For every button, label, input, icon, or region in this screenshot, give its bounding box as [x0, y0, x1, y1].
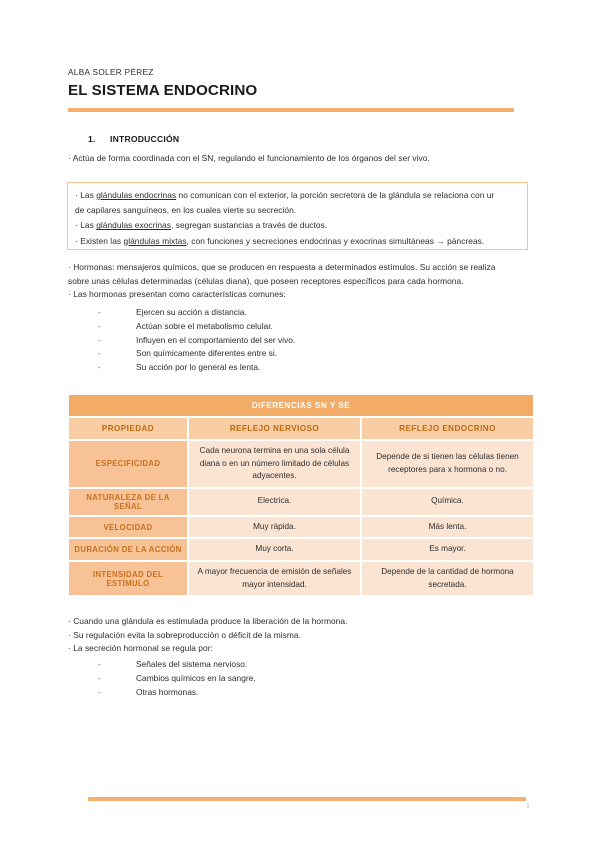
bottom-paragraph — [68, 615, 488, 656]
dash-bullet-icon: - — [98, 348, 101, 359]
caracteristica-item-label: Influyen en el comportamiento del ser vivo. — [136, 334, 296, 345]
callout-line-3: · Las glándulas exocrinas, segregan sustancias a través de ductos. — [75, 220, 328, 231]
title-accent-rule — [68, 108, 514, 112]
regulacion-list — [98, 658, 438, 699]
table-title: DIFERENCIAS SN Y SE — [69, 395, 533, 416]
caracteristica-item — [98, 361, 458, 375]
column-header-reflejo-nervioso: REFLEJO NERVIOSO — [189, 418, 360, 439]
table-row — [69, 539, 533, 560]
dash-bullet-icon: - — [98, 686, 101, 697]
author-name: ALBA SOLER PÉREZ — [68, 68, 154, 77]
table-cell-property: NATURALEZA DE LA SEÑAL — [69, 489, 187, 515]
table-cell-endocrino: Química. — [362, 489, 533, 515]
table-cell-endocrino: Depende de si tienen las células tienen receptores para x hormona o no. — [362, 441, 533, 487]
dash-bullet-icon: - — [98, 659, 101, 669]
section-heading-label: INTRODUCCIÓN — [110, 134, 180, 144]
table-row — [69, 517, 533, 538]
column-header-reflejo-endocrino: REFLEJO ENDOCRINO — [362, 418, 533, 439]
hormonas-line-2: sobre unas células determinadas (células diana), que poseen receptores específicos para cada hormona. — [68, 275, 464, 286]
caracteristica-item — [98, 306, 458, 320]
intro-paragraph — [68, 152, 538, 166]
caracteristica-item-label: Ejercen su acción a distancia. — [136, 307, 247, 317]
caracteristica-item-label: Su acción por lo general es lenta. — [136, 362, 261, 373]
table-row — [69, 562, 533, 595]
dash-bullet-icon: - — [98, 320, 101, 331]
caracteristicas-list — [98, 306, 458, 375]
caracteristica-item — [98, 347, 458, 361]
table-cell-endocrino: Depende de la cantidad de hormona secretada. — [362, 562, 533, 595]
page-title: EL SISTEMA ENDOCRINO — [68, 82, 258, 100]
regulacion-item — [98, 672, 438, 686]
dash-bullet-icon: - — [98, 672, 101, 683]
dash-bullet-icon: - — [98, 334, 101, 345]
table-cell-property: VELOCIDAD — [69, 517, 187, 538]
caracteristica-item — [98, 334, 458, 348]
bottom-line-2: · Su regulación evita la sobreproducción o déficit de la misma. — [68, 629, 301, 640]
table-row — [69, 441, 533, 487]
dash-bullet-icon: - — [98, 362, 101, 373]
table-cell-nervioso: A mayor frecuencia de emisión de señales mayor intensidad. — [189, 562, 360, 595]
callout-line-1: · Las glándulas endocrinas no comunican con el exterior, la porción secretora de la glándula se relaciona con ur — [75, 190, 495, 200]
intro-line: · Actúa de forma coordinada con el SN, regulando el funcionamiento de los órganos del ser vivo. — [68, 153, 430, 163]
caracteristica-item — [98, 320, 458, 334]
caracteristica-item-label: Actúan sobre el metabolismo celular. — [136, 320, 273, 331]
table-cell-endocrino: Más lenta. — [362, 517, 533, 538]
regulacion-item-label: Señales del sistema nervioso. — [136, 659, 248, 669]
hormonas-paragraph — [68, 261, 540, 302]
regulacion-item-label: Cambios químicos en la sangre. — [136, 672, 256, 683]
glands-callout-box — [67, 182, 528, 250]
table-cell-property: DURACIÓN DE LA ACCIÓN — [69, 539, 187, 560]
section-number: 1. — [88, 134, 96, 144]
callout-line-2: de capilares sanguíneos, en los cuales vierte su secreción. — [75, 205, 297, 216]
table-header-row — [69, 418, 533, 439]
section-heading — [88, 134, 179, 144]
table-cell-endocrino: Es mayor. — [362, 539, 533, 560]
document-header — [68, 68, 530, 112]
caracteristica-item-label: Son químicamente diferentes entre si. — [136, 348, 278, 359]
hormonas-line-1: · Hormonas: mensajeros químicos, que se producen en respuesta a determinados estímulos. Su acción se realiza — [68, 262, 496, 272]
table-cell-property: INTENSIDAD DEL ESTÍMULO — [69, 562, 187, 595]
table-cell-nervioso: Muy corta. — [189, 539, 360, 560]
table-cell-nervioso: Muy rápida. — [189, 517, 360, 538]
bottom-line-3: · La secreción hormonal se regula por: — [68, 643, 213, 654]
page-number: 1 — [526, 803, 530, 810]
hormonas-line-3: · Las hormonas presentan como características comunes: — [68, 289, 286, 300]
table-cell-nervioso: Cada neurona termina en una sola célula diana o en un número limitado de células adyacentes. — [189, 441, 360, 487]
bottom-line-1: · Cuando una glándula es estimulada produce la liberación de la hormona. — [68, 616, 348, 626]
comparison-table — [67, 393, 535, 597]
column-header-propiedad: PROPIEDAD — [69, 418, 187, 439]
table-title-row — [69, 395, 533, 416]
dash-bullet-icon: - — [98, 307, 101, 317]
regulacion-item — [98, 686, 438, 700]
table-cell-property: ESPECIFICIDAD — [69, 441, 187, 487]
footer-accent-rule — [88, 797, 526, 801]
table-row — [69, 489, 533, 515]
regulacion-item — [98, 658, 438, 672]
callout-line-4: · Existen las glándulas mixtas, con funciones y secreciones endocrinas y exocrinas simultáneas → páncreas. — [75, 235, 485, 246]
table-cell-nervioso: Electrica. — [189, 489, 360, 515]
regulacion-item-label: Otras hormonas. — [136, 686, 199, 697]
